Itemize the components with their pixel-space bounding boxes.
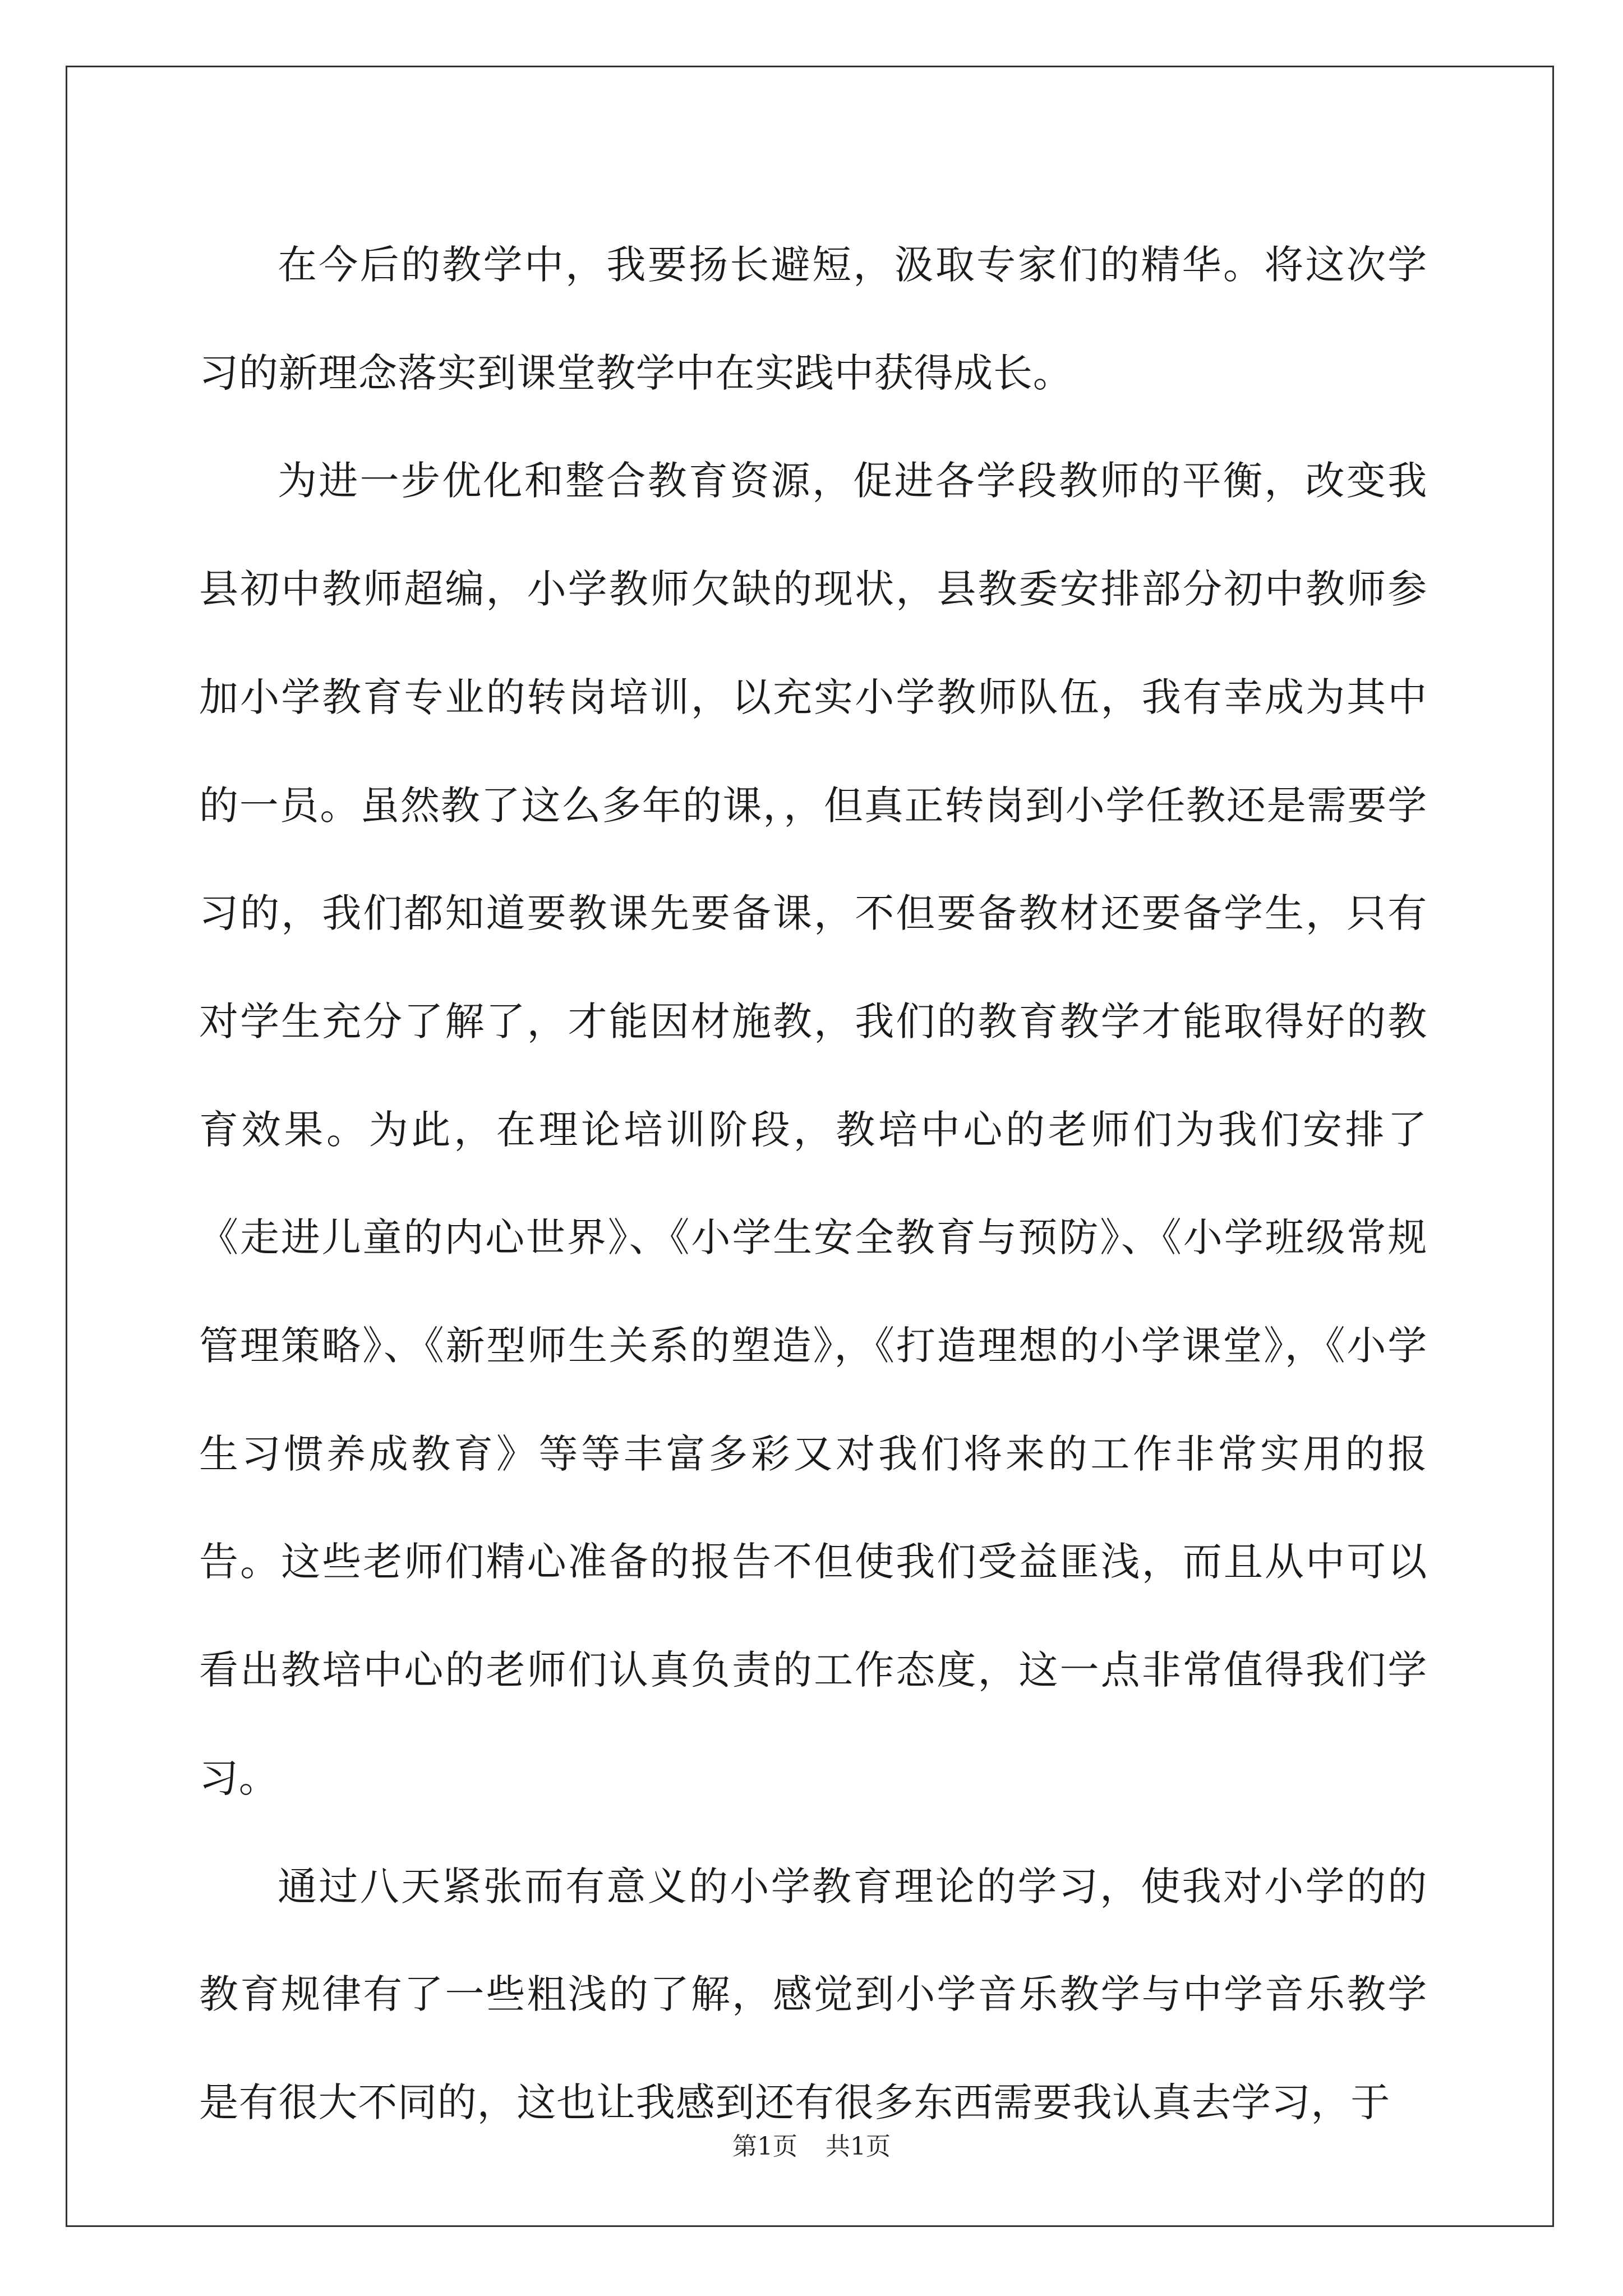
document-body [199,211,1427,2157]
paragraph-1: 在今后的教学中，我要扬长避短，汲取专家们的精华。将这次学习的新理念落实到课堂教学中在实践中获得成长。 [199,242,1427,396]
paragraph-2: 为进一步优化和整合教育资源，促进各学段教师的平衡，改变我县初中教师超编，小学教师欠缺的现状，县教委安排部分初中教师参加小学教育专业的转岗培训，以充实小学教师队伍，我有幸成为其中的一员。虽然教了这么多年的课，，但真正转岗到小学任教还是需要学习的，我们都知道要教课先要备课，不但要备教材还要备学生，只有对学生充分了解了，才能因材施教，我们的教育教学才能取得好的教育效果。为此，在理论培训阶段，教培中心的老师们为我们安排了《走进儿童的内心世界》、《小学生安全教育与预防》、《小学班级常规管理策略》、《新型师生关系的塑造》，《打造理想的小学课堂》，《小学生习惯养成教育》等等丰富多彩又对我们将来的工作非常实用的报告。这些老师们精心准备的报告不但使我们受益匪浅，而且从中可以看出教培中心的老师们认真负责的工作态度，这一点非常值得我们学习。 [199,458,1427,1801]
page-number-total: 共1页 [826,2132,891,2161]
page-number-current: 第1页 [732,2132,797,2161]
page-footer [0,2130,1623,2164]
paragraph-3: 通过八天紧张而有意义的小学教育理论的学习，使我对小学的的教育规律有了一些粗浅的了解，感觉到小学音乐教学与中学音乐教学是有很大不同的，这也让我感到还有很多东西需要我认真去学习，于 [199,1863,1427,2125]
